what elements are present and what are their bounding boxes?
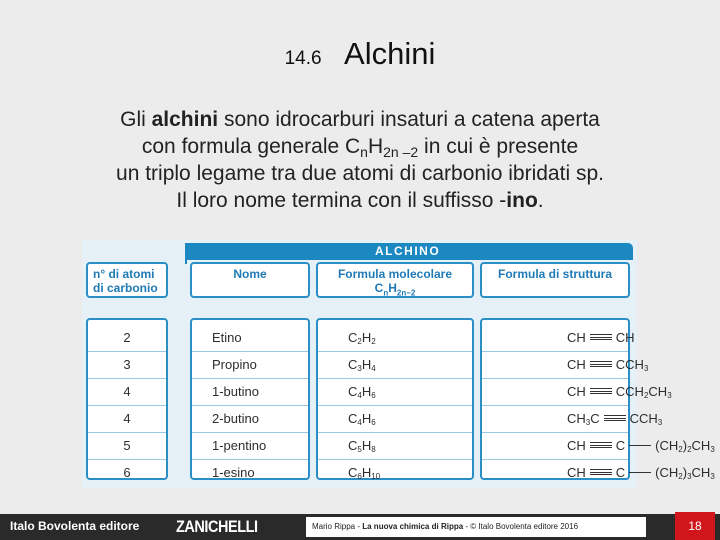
row-divider [192,432,308,433]
structural-formula-cell: CH C $(CH_2)_3CH_3$ [567,465,715,481]
molecular-formula-cell: $C_6H_{10}$ [348,465,381,481]
row-divider [192,405,308,406]
header-molecular-formula: Formula molecolare $C_nH_{2n-2}$ [316,262,474,298]
row-divider [192,351,308,352]
triple-bond-icon [604,415,626,421]
carbon-count-cell: 2 [123,330,131,345]
name-cell: Etino [212,330,242,345]
row-divider [88,432,166,433]
molecular-formula-cell: $C_5H_8$ [348,438,376,454]
triple-bond-icon [590,442,612,448]
header-carbon-count: n° di atomi di carbonio [86,262,168,298]
name-cell: 2-butino [212,411,259,426]
carbon-count-cell: 3 [123,357,131,372]
row-divider [318,351,472,352]
molecular-formula-cell: $C_2H_2$ [348,330,376,346]
name-cell: 1-pentino [212,438,267,453]
header-structural-formula: Formula di struttura [480,262,630,298]
carbon-count-cell: 5 [123,438,131,453]
row-divider [318,432,472,433]
page-number: 18 [675,512,715,540]
intro-line-1: Gli alchini sono idrocarburi insaturi a catena aperta [120,108,600,131]
row-divider [192,459,308,460]
row-divider [482,459,628,460]
row-divider [88,459,166,460]
column-carbon-count [86,318,168,480]
structural-formula-cell: $CH_3C$ $CCH_3$ [567,411,663,427]
page-title: Alchini [344,36,436,71]
row-divider [482,351,628,352]
single-bond-icon [629,445,651,446]
column-molecular-formula [316,318,474,480]
carbon-count-cell: 4 [123,411,131,426]
column-structural-formula [480,318,715,481]
row-divider [318,405,472,406]
name-cell: 1-butino [212,384,259,399]
brand-logo: ZANICHELLI [176,517,258,536]
row-divider [482,405,628,406]
triple-bond-icon [590,361,612,367]
molecular-formula-cell: $C_4H_6$ [348,411,376,427]
molecular-formula-cell: $C_4H_6$ [348,384,376,400]
name-cell: 1-esino [212,465,255,480]
carbon-count-cell: 6 [123,465,131,480]
row-divider [88,351,166,352]
table-group-header: ALCHINO [185,243,633,260]
row-divider [88,405,166,406]
single-bond-icon [629,472,651,473]
row-divider [318,378,472,379]
column-name [190,318,310,480]
carbon-count-cell: 4 [123,384,131,399]
credit-line: Mario Rippa - La nuova chimica di Rippa - © Italo Bovolenta editore 2016 [306,517,646,537]
intro-line-3: un triplo legame tra due atomi di carbonio ibridati sp. [116,162,604,185]
header-name: Nome [190,262,310,298]
structural-formula-cell: CH $CCH_2CH_3$ [567,384,672,400]
triple-bond-icon [590,388,612,394]
slide-title [0,36,720,72]
row-divider [482,432,628,433]
intro-line-4: Il loro nome termina con il suffisso -ino. [176,189,544,212]
name-cell: Propino [212,357,257,372]
row-divider [88,378,166,379]
footer-bar [0,514,720,540]
structural-formula-cell: CH C $(CH_2)_2CH_3$ [567,438,715,454]
row-divider [318,459,472,460]
row-divider [192,378,308,379]
structural-formula-cell: CH CH [567,330,635,345]
molecular-formula-cell: $C_3H_4$ [348,357,376,373]
structural-formula-cell: CH $CCH_3$ [567,357,649,373]
triple-bond-icon [590,469,612,475]
section-number: 14.6 [284,48,322,69]
publisher-logo: Italo Bovolenta editore [10,519,140,533]
intro-line-2: con formula generale $C_nH_{2n -2}$ in cui è presente [141,135,579,160]
alkyne-table [82,240,715,488]
triple-bond-icon [590,334,612,340]
row-divider [482,378,628,379]
intro-paragraph [40,106,680,214]
